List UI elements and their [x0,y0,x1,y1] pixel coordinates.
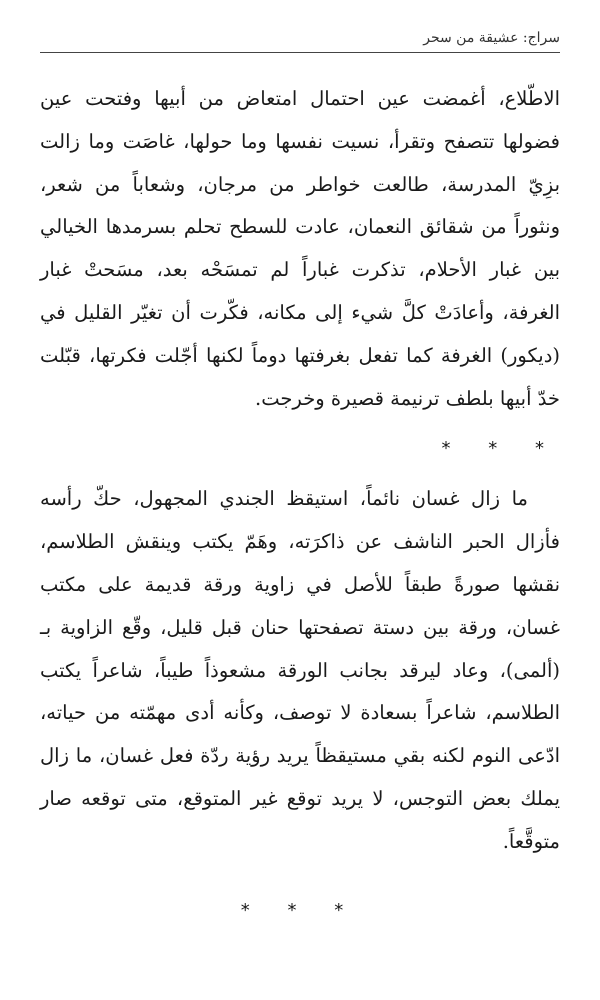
body-text [40,78,560,864]
running-header: سراج: عشيقة من سحر [40,30,560,53]
section-separator-end: * * * [240,900,360,921]
paragraph-2: ما زال غسان نائماً، استيقظ الجندي المجهول، حكّ رأسه فأزال الحبر الناشف عن ذاكرَته، وهَمّ يكتب وينقش الطلاسم، نقشها صورةً طبقاً للأصل في زاوية ورقة قديمة على مكتب غسان، ورقة بين دستة تصفحتها حنان قبل قليل، وقّع الزاوية بـ (ألمى)، وعاد ليرقد بجانب الورقة مشعوذاً طيباً، شاعراً يكتب الطلاسم، شاعراً بسعادة لا توصف، وكأنه أدى مهمّته من حياته، ادّعى النوم لكنه بقي مستيقظاً يريد رؤية ردّة فعل غسان، ما زال يملك بعض التوجس، لا يريد توقع غير المتوقع، متى توقعه صار متوقَّعاً. [40,487,560,853]
paragraph-1: الاطّلاع، أغمضت عين احتمال امتعاض من أبيها وفتحت عين فضولها تتصفح وتقرأ، نسيت نفسها وما حولها، غاصَت وما زالت بزِيّ المدرسة، طالعت خواطر من مرجان، وشعاباً من شعر، ونثوراً من شقائق النعمان، عادت للسطح تحلم بسرمدها الخيالي بين غبار الأحلام، تذكرت غباراً لم تمسَحْه بعد، مسَحتْ غبار الغرفة، وأعادَتْ كلَّ شيء إلى مكانه، فكّرت أن تغيّر القليل في (ديكور) الغرفة كما تفعل بغرفتها دوماً لكنها أجّلت فكرتها، قبّلت خدّ أبيها بلطف ترنيمة قصيرة وخرجت. [40,87,560,410]
section-separator: * * * [441,438,560,460]
